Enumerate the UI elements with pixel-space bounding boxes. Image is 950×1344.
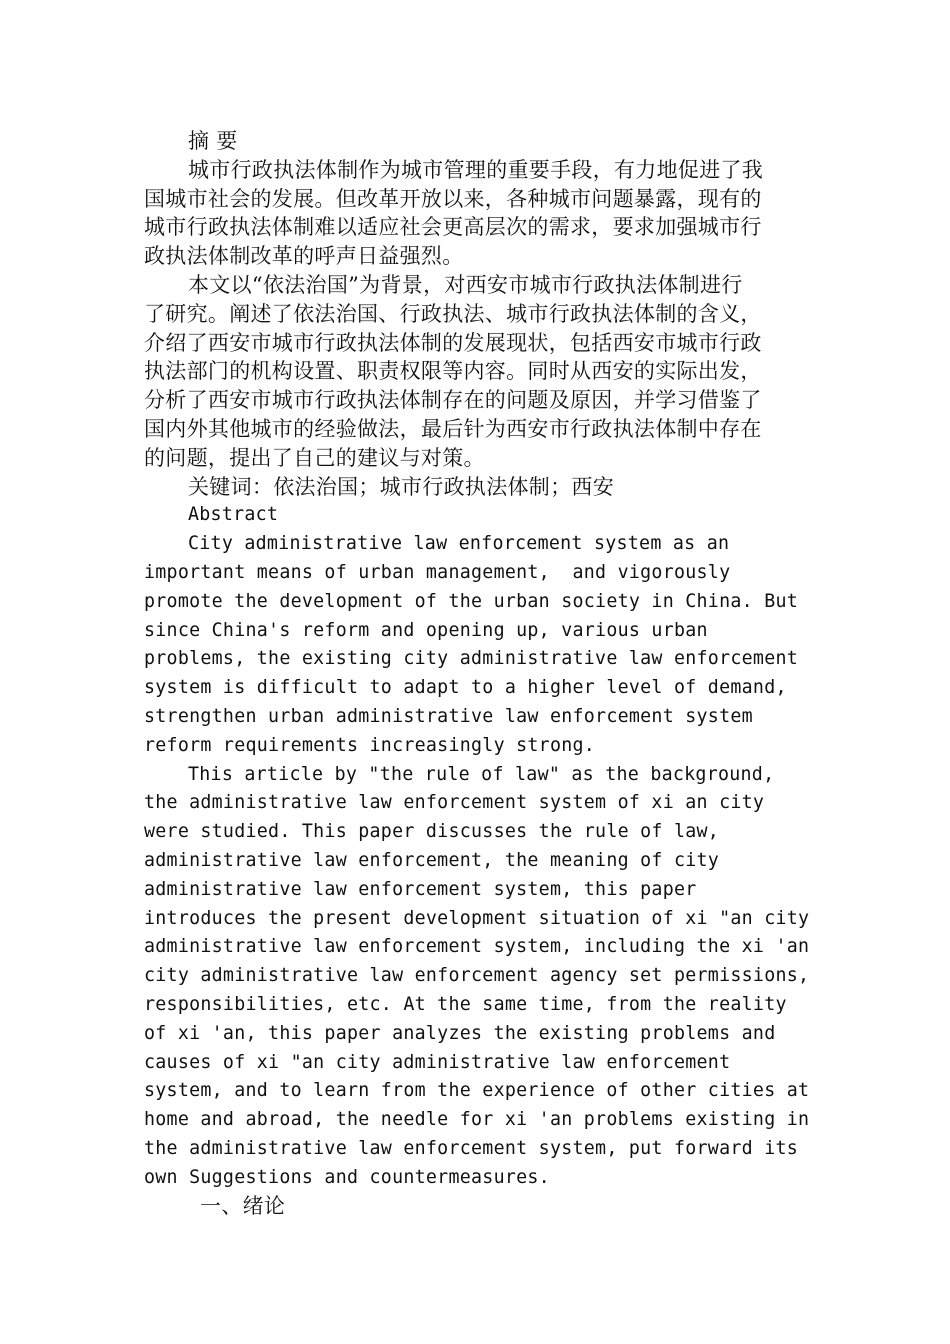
text-line: city administrative law enforcement agency set permissions, <box>144 965 810 987</box>
text-line: system, and to learn from the experience of other cities at <box>144 1080 810 1102</box>
text-line: 国城市社会的发展。但改革开放以来，各种城市问题暴露，现有的 <box>144 186 762 211</box>
document-page <box>144 127 810 1221</box>
text-line: home and abroad, the needle for xi 'an problems existing in <box>144 1109 810 1131</box>
abstract-en-heading: Abstract <box>188 504 279 526</box>
text-line: 本文以“依法治国”为背景，对西安市城市行政执法体制进行 <box>188 272 743 297</box>
text-line: promote the development of the urban society in China. But <box>144 590 799 612</box>
text-line: introduces the present development situation of xi "an city <box>144 907 810 929</box>
abstract-cn-paragraph-1 <box>144 156 806 271</box>
text-line: 的问题，提出了自己的建议与对策。 <box>144 445 485 470</box>
keywords-line: 关键词：依法治国；城市行政执法体制；西安 <box>188 474 614 499</box>
text-line: strengthen urban administrative law enforcement system <box>144 705 753 727</box>
text-line: 城市行政执法体制作为城市管理的重要手段，有力地促进了我 <box>188 157 764 182</box>
text-line: important means of urban management, and vigorously <box>144 561 731 583</box>
text-line: responsibilities, etc. At the same time, from the reality <box>144 993 787 1015</box>
text-line: 分析了西安市城市行政执法体制存在的问题及原因，并学习借鉴了 <box>144 388 762 413</box>
text-line: This article by "the rule of law" as the background, <box>188 763 775 785</box>
text-line: were studied. This paper discusses the rule of law, <box>144 821 720 843</box>
text-line: 介绍了西安市城市行政执法体制的发展现状，包括西安市城市行政 <box>144 330 762 355</box>
text-line: City administrative law enforcement system as an <box>188 533 730 555</box>
text-line: administrative law enforcement system, this paper <box>144 878 697 900</box>
text-line: administrative law enforcement system, including the xi 'an <box>144 936 810 958</box>
text-line: 了研究。阐述了依法治国、行政执法、城市行政执法体制的含义， <box>144 301 762 326</box>
text-line: 城市行政执法体制难以适应社会更高层次的需求，要求加强城市行 <box>144 215 762 240</box>
abstract-cn-heading: 摘 要 <box>188 129 238 153</box>
text-line: the administrative law enforcement system of xi an city <box>144 792 765 814</box>
abstract-cn-paragraph-2 <box>144 271 806 473</box>
text-line: problems, the existing city administrative law enforcement <box>144 648 799 670</box>
text-line: own Suggestions and countermeasures. <box>144 1166 550 1188</box>
section-title: 一、绪论 <box>200 1194 286 1219</box>
text-line: the administrative law enforcement system, put forward its <box>144 1137 799 1159</box>
abstract-en-paragraph-2 <box>144 761 810 1193</box>
text-line: 执法部门的机构设置、职责权限等内容。同时从西安的实际出发， <box>144 359 762 384</box>
text-line: causes of xi "an city administrative law enforcement <box>144 1051 731 1073</box>
text-line: 政执法体制改革的呼声日益强烈。 <box>144 244 464 269</box>
text-line: of xi 'an, this paper analyzes the existing problems and <box>144 1022 776 1044</box>
text-line: administrative law enforcement, the meaning of city <box>144 849 720 871</box>
text-line: 国内外其他城市的经验做法，最后针为西安市行政执法体制中存在 <box>144 416 762 441</box>
text-line: reform requirements increasingly strong. <box>144 734 596 756</box>
text-line: system is difficult to adapt to a higher level of demand, <box>144 677 787 699</box>
text-line: since China's reform and opening up, various urban <box>144 619 708 641</box>
abstract-en-paragraph-1 <box>144 530 806 760</box>
